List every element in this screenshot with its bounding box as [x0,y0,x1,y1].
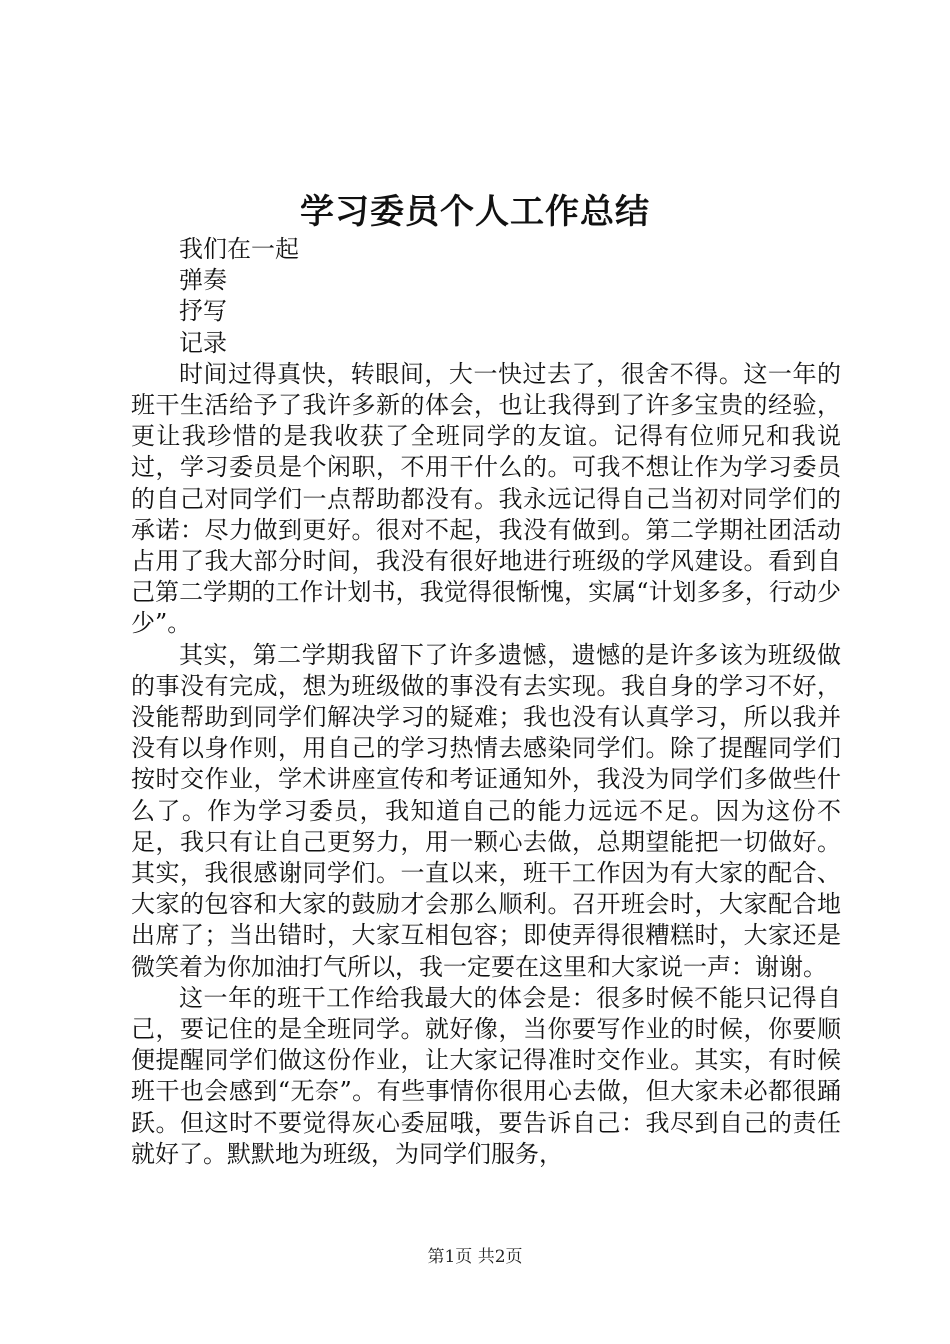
document-title: 学习委员个人工作总结 [300,192,650,232]
paragraph: 时间过得真快，转眼间，大一快过去了，很舍不得。这一年的班干生活给予了我许多新的体会，也让我得到了许多宝贵的经验，更让我珍惜的是我收获了全班同学的友谊。记得有位师兄和我说过，学习委员是个闲职，不用干什么的。可我不想让作为学习委员的自己对同学们一点帮助都没有。我永远记得自己当初对同学们的承诺：尽力做到更好。很对不起，我没有做到。第二学期社团活动占用了我大部分时间，我没有很好地进行班级的学风建设。看到自己第二学期的工作计划书，我觉得很惭愧，实属“计划多多，行动少少”。 [131,359,841,638]
short-line: 我们在一起 [179,235,299,263]
short-line: 弹奏 [179,266,227,295]
paragraph: 这一年的班干工作给我最大的体会是：很多时候不能只记得自己，要记住的是全班同学。就好像，当你要写作业的时候，你要顺便提醒同学们做这份作业，让大家记得准时交作业。其实，有时候班干也会感到“无奈”。有些事情你很用心去做，但大家未必都很踊跃。但这时不要觉得灰心委屈哦，要告诉自己：我尽到自己的责任就好了。默默地为班级，为同学们服务， [131,983,841,1168]
short-line: 抒写 [179,297,227,326]
paragraph: 其实，第二学期我留下了许多遗憾，遗憾的是许多该为班级做的事没有完成，想为班级做的事没有去实现。我自身的学习不好，没能帮助到同学们解决学习的疑难；我也没有认真学习，所以我并没有以身作则，用自己的学习热情去感染同学们。除了提醒同学们按时交作业，学术讲座宣传和考证通知外，我没为同学们多做些什么了。作为学习委员，我知道自己的能力远远不足。因为这份不足，我只有让自己更努力，用一颗心去做，总期望能把一切做好。其实，我很感谢同学们。一直以来，班干工作因为有大家的配合、大家的包容和大家的鼓励才会那么顺利。召开班会时，大家配合地出席了；当出错时，大家互相包容；即使弄得很糟糕时，大家还是微笑着为你加油打气所以，我一定要在这里和大家说一声：谢谢。 [131,640,841,981]
page-footer: 第1页 共2页 [427,1247,523,1267]
short-line: 记录 [179,328,227,357]
document-body [131,234,841,1170]
